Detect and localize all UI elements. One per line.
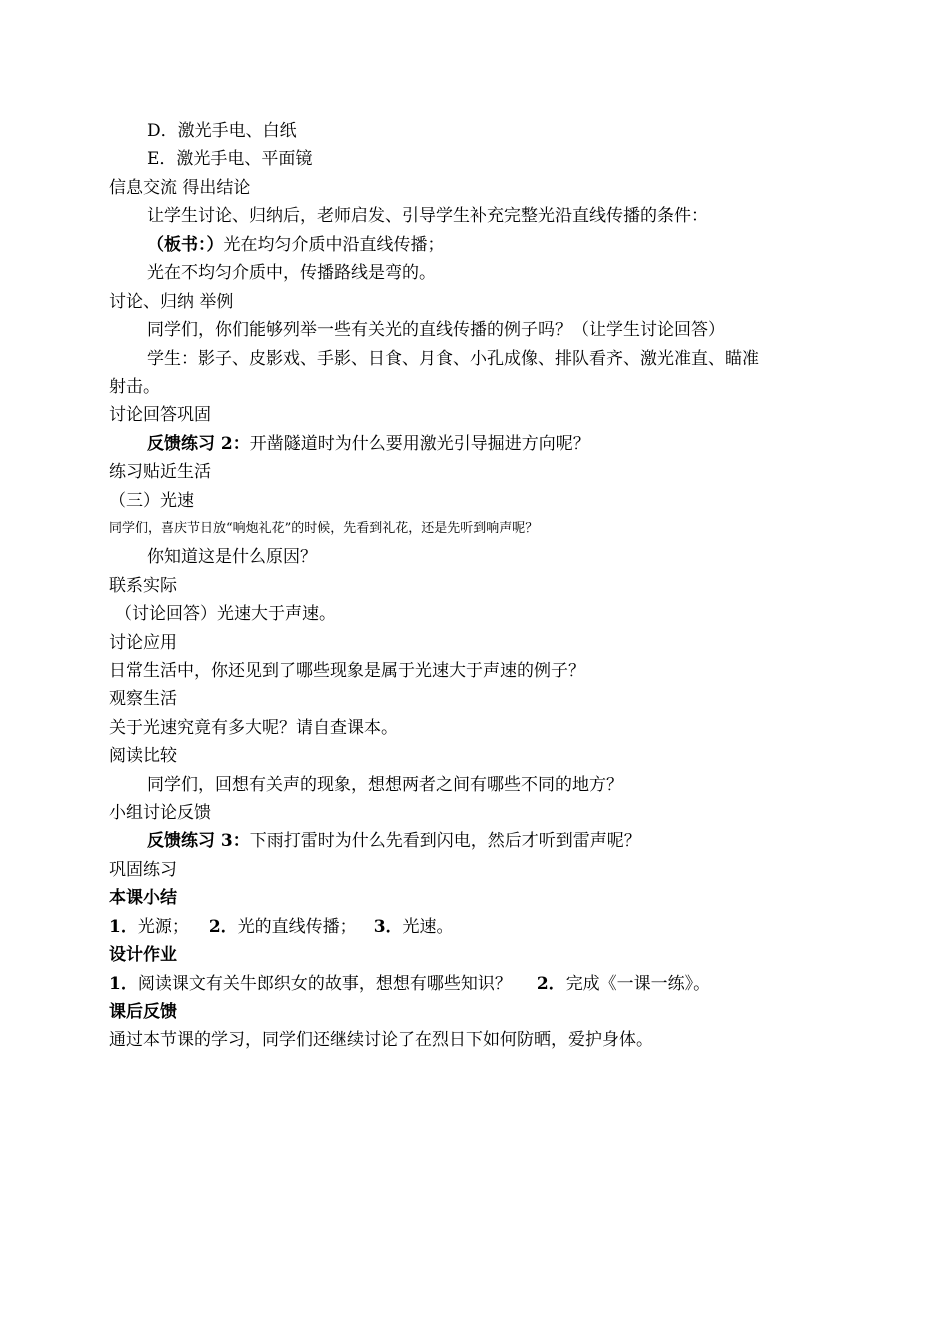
board-writing-line <box>147 234 445 256</box>
feedback-exercise-2-text: 开凿隧道时为什么要用激光引导掘进方向呢？ <box>249 434 590 454</box>
paragraph-compare: 同学们，回想有关声的现象，想想两者之间有哪些不同的地方？ <box>147 775 623 795</box>
paragraph-daily-life: 日常生活中，你还见到了哪些现象是属于光速大于声速的例子？ <box>109 661 585 681</box>
section-label-group-feedback: 小组讨论反馈 <box>109 803 211 823</box>
board-writing-text: 光在均匀介质中沿直线传播； <box>223 235 445 255</box>
section-label-observe: 观察生活 <box>109 689 177 709</box>
feedback-exercise-3 <box>147 830 641 852</box>
feedback-exercise-3-label: 反馈练习 3： <box>147 831 250 851</box>
board-writing-label: （板书：） <box>147 235 224 255</box>
summary-item-1: 光源； <box>137 917 189 937</box>
summary-item-2: 光的直线传播； <box>237 917 357 937</box>
feedback-exercise-2 <box>147 433 590 455</box>
paragraph-question: 同学们，你们能够列举一些有关光的直线传播的例子吗？（让学生讨论回答） <box>147 320 725 340</box>
section-label-read-compare: 阅读比较 <box>109 746 177 766</box>
heading-after-class-feedback: 课后反馈 <box>109 1002 177 1022</box>
paragraph-answer-speed: （讨论回答）光速大于声速。 <box>115 604 336 624</box>
paragraph-discussion: 让学生讨论、归纳后，老师启发、引导学生补充完整光沿直线传播的条件： <box>147 206 708 226</box>
subsection-light-speed: （三）光速 <box>109 491 194 511</box>
option-d: D．激光手电、白纸 <box>147 121 297 141</box>
section-label-apply: 讨论应用 <box>109 633 177 653</box>
paragraph-reason: 你知道这是什么原因？ <box>147 547 317 567</box>
paragraph-student-answer: 学生：影子、皮影戏、手影、日食、月食、小孔成像、排队看齐、激光准直、瞄准 <box>147 349 759 369</box>
paragraph-light-speed-value: 关于光速究竟有多大呢？请自查课本。 <box>109 718 398 738</box>
feedback-exercise-3-text: 下雨打雷时为什么先看到闪电，然后才听到雷声呢？ <box>249 831 641 851</box>
section-label-consolidate: 讨论回答巩固 <box>109 405 211 425</box>
summary-num-3: 3． <box>373 917 403 937</box>
homework-num-2: 2． <box>536 974 566 994</box>
heading-summary: 本课小结 <box>109 888 177 908</box>
summary-num-2: 2． <box>208 917 238 937</box>
homework-num-1: 1． <box>109 974 138 994</box>
section-label-consolidate-practice: 巩固练习 <box>109 860 177 880</box>
paragraph-nonuniform: 光在不均匀介质中，传播路线是弯的。 <box>147 263 436 283</box>
option-e: E．激光手电、平面镜 <box>147 149 313 169</box>
summary-item-3: 光速。 <box>402 917 454 937</box>
homework-list <box>109 973 710 995</box>
summary-num-1: 1． <box>109 917 138 937</box>
section-label-life: 练习贴近生活 <box>109 462 211 482</box>
section-label-practice: 联系实际 <box>109 576 177 596</box>
homework-item-1: 阅读课文有关牛郎织女的故事，想想有哪些知识？ <box>137 974 512 994</box>
paragraph-fireworks: 同学们，喜庆节日放“响炮礼花”的时候，先看到礼花，还是先听到响声呢？ <box>109 521 539 536</box>
paragraph-student-answer-cont: 射击。 <box>109 377 160 397</box>
homework-item-2: 完成《一课一练》。 <box>565 974 711 994</box>
summary-list <box>109 916 454 938</box>
feedback-exercise-2-label: 反馈练习 2： <box>147 434 250 454</box>
heading-homework: 设计作业 <box>109 945 177 965</box>
section-label-examples: 讨论、归纳 举例 <box>109 292 234 312</box>
section-label-info-exchange: 信息交流 得出结论 <box>109 178 251 198</box>
paragraph-after-class: 通过本节课的学习，同学们还继续讨论了在烈日下如何防晒，爱护身体。 <box>109 1030 653 1050</box>
